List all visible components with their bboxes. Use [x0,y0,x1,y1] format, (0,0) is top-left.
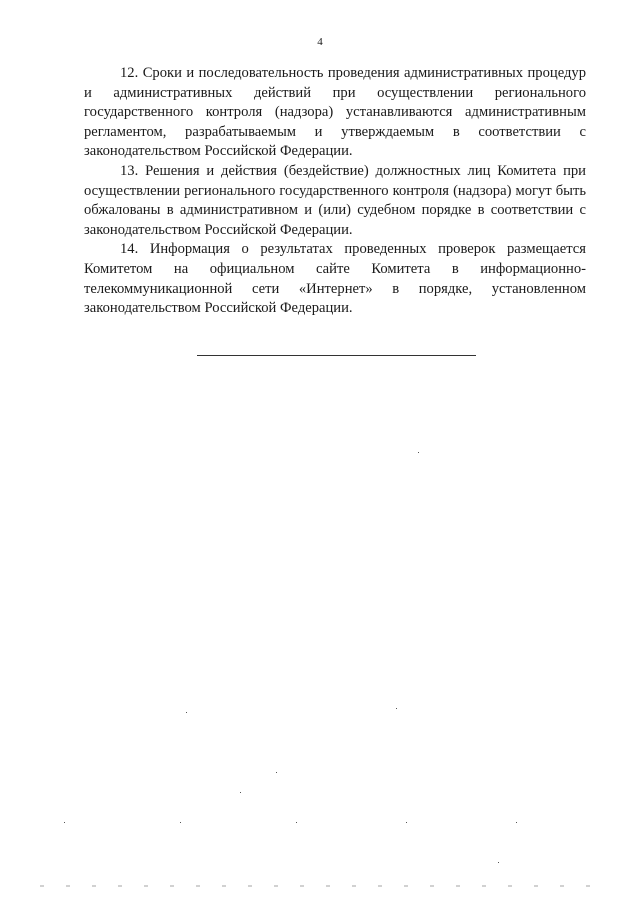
page-number: 4 [317,36,323,48]
paragraph-13: 13. Решения и действия (бездействие) должностных лиц Комитета при осуществлении регионального государственного контроля (надзора) могут быть обжалованы в административном и (или) судебном порядке в соответствии с законодательством Российской Федерации. [84,162,586,238]
paragraph-14: 14. Информация о результатах проведенных проверок размещается Комитетом на официальном сайте Комитета в информационно-телекоммуникационной сети «Интернет» в порядке, установленном законодательством Российской Федерации. [84,241,586,317]
end-of-document-rule [197,355,476,356]
document-body [84,64,586,319]
paragraph-12: 12. Сроки и последовательность проведения административных процедур и административных действий при осуществлении регионального государственного контроля (надзора) устанавливаются административным регламентом, разрабатываемым и утверждаемым в соответствии с законодательством Российской Федерации. [84,65,586,160]
